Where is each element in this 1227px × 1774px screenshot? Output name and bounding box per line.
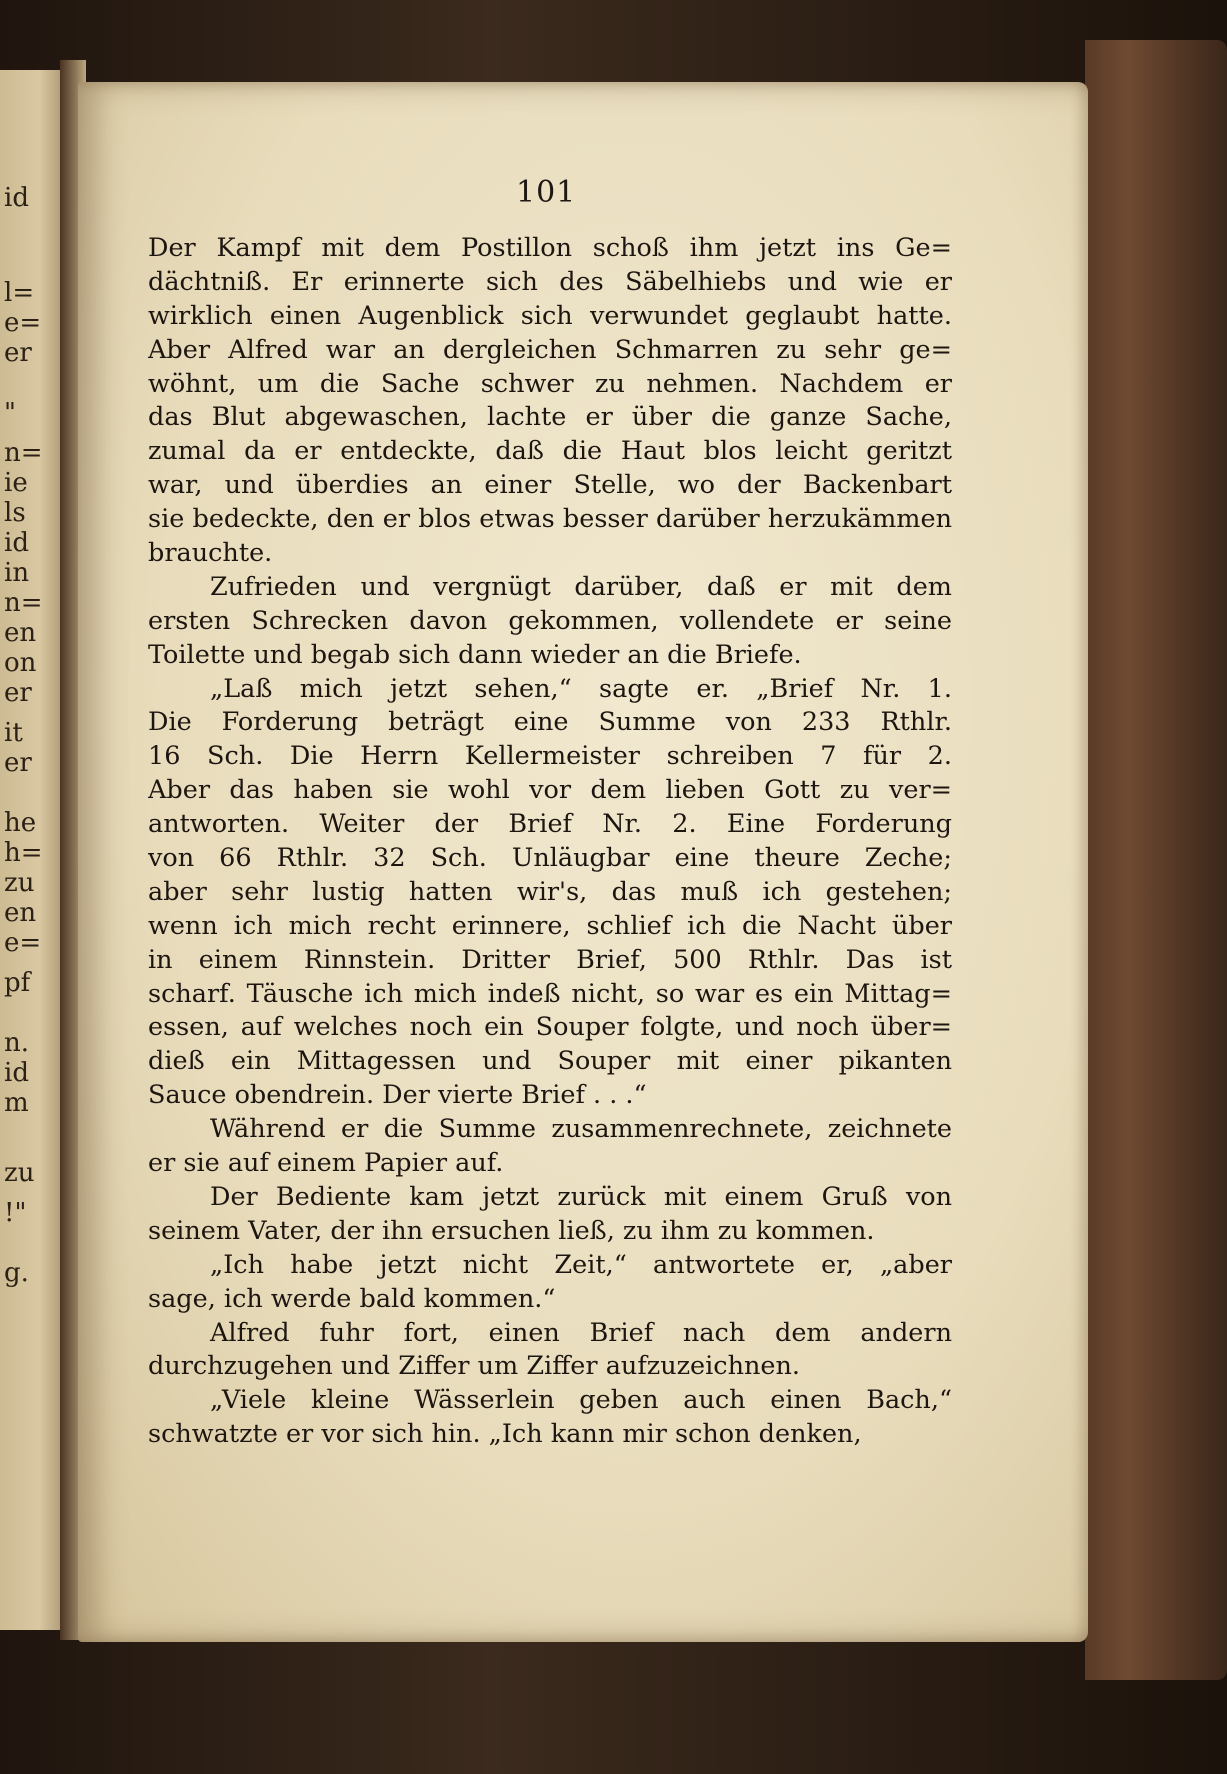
text-line: aber sehr lustig hatten wir's, das muß ich gestehen;: [148, 876, 952, 907]
text-line: von 66 Rthlr. 32 Sch. Unläugbar eine theure Zeche;: [148, 843, 952, 874]
left-page-fragment: g.: [4, 1258, 29, 1288]
text-line: er sie auf einem Papier auf.: [148, 1148, 504, 1179]
text-line: Der Kampf mit dem Postillon schoß ihm jetzt ins Ge=: [148, 233, 952, 263]
text-line: wöhnt, um die Sache schwer zu nehmen. Nachdem er: [148, 368, 952, 399]
text-line: ersten Schrecken davon gekommen, vollendete er seine: [148, 605, 952, 636]
left-page-fragment: zu: [4, 868, 35, 898]
left-page-fragment: er: [4, 338, 32, 368]
text-line: durchzugehen und Ziffer um Ziffer aufzuzeichnen.: [148, 1351, 801, 1382]
text-line: Aber Alfred war an dergleichen Schmarren zu sehr ge=: [148, 334, 952, 365]
text-line: Sauce obendrein. Der vierte Brief . . .“: [148, 1080, 647, 1111]
left-page-fragment: en: [4, 898, 37, 928]
text-line: seinem Vater, der ihn ersuchen ließ, zu ihm zu kommen.: [148, 1215, 875, 1246]
text-line: dieß ein Mittagessen und Souper mit einer pikanten: [148, 1046, 952, 1077]
left-page-fragment: l=: [4, 278, 35, 308]
text-line: „Viele kleine Wässerlein geben auch einen Bach,“: [210, 1385, 952, 1416]
left-page-fragment: id: [4, 1058, 29, 1088]
left-page-fragment: !": [4, 1198, 27, 1228]
text-line: schwatzte er vor sich hin. „Ich kann mir schon denken,: [148, 1419, 862, 1450]
left-page-fragment: en: [4, 618, 37, 648]
left-page-fragment: pf: [4, 968, 31, 998]
text-line: dächtniß. Er erinnerte sich des Säbelhiebs und wie er: [148, 266, 952, 297]
left-page-fragment: m: [4, 1088, 29, 1118]
left-page-fragment: n=: [4, 438, 43, 468]
left-page-fragment: zu: [4, 1158, 35, 1188]
left-page-fragment: it: [4, 718, 23, 748]
left-page-fragment: ": [4, 398, 16, 428]
text-line: war, und überdies an einer Stelle, wo der Backenbart: [148, 470, 952, 501]
text-line: „Ich habe jetzt nicht Zeit,“ antwortete er, „aber: [210, 1249, 952, 1280]
text-line: in einem Rinnstein. Dritter Brief, 500 Rthlr. Das ist: [148, 944, 952, 975]
page-text: [148, 232, 952, 1452]
text-line: scharf. Täusche ich mich indeß nicht, so war es ein Mittag=: [148, 978, 952, 1009]
left-page-fragment: er: [4, 748, 32, 778]
text-line: zumal da er entdeckte, daß die Haut blos leicht geritzt: [148, 436, 952, 467]
left-page-fragment: n.: [4, 1028, 30, 1058]
left-page-fragment: he: [4, 808, 37, 838]
left-page-fragment: id: [4, 528, 29, 558]
left-page-fragment: ls: [4, 498, 26, 528]
text-line: sage, ich werde bald kommen.“: [148, 1283, 556, 1314]
text-line: Der Bediente kam jetzt zurück mit einem Gruß von: [210, 1181, 952, 1212]
left-page-edge: [0, 70, 66, 1630]
text-line: essen, auf welches noch ein Souper folgte, und noch über=: [148, 1012, 952, 1043]
left-page-fragment: e=: [4, 928, 42, 958]
left-page-fragment: er: [4, 678, 32, 708]
left-page-fragment: ie: [4, 468, 28, 498]
text-line: Alfred fuhr fort, einen Brief nach dem andern: [210, 1317, 952, 1348]
left-page-fragment: e=: [4, 308, 42, 338]
text-line: Zufrieden und vergnügt darüber, daß er mit dem: [210, 571, 952, 602]
left-page-fragment: id: [4, 183, 29, 213]
page-number: 101: [516, 175, 577, 210]
text-line: Während er die Summe zusammenrechnete, zeichnete: [210, 1114, 952, 1145]
left-page-fragment: n=: [4, 588, 43, 618]
text-line: Die Forderung beträgt eine Summe von 233 Rthlr.: [148, 707, 952, 738]
left-page-fragment: on: [4, 648, 37, 678]
text-line: „Laß mich jetzt sehen,“ sagte er. „Brief Nr. 1.: [210, 673, 952, 704]
text-line: Aber das haben sie wohl vor dem lieben Gott zu ver=: [148, 775, 952, 806]
text-line: antworten. Weiter der Brief Nr. 2. Eine Forderung: [148, 809, 952, 840]
text-line: 16 Sch. Die Herrn Kellermeister schreiben 7 für 2.: [148, 741, 952, 772]
book-cover-edge: [1085, 40, 1227, 1680]
text-line: wenn ich mich recht erinnere, schlief ich die Nacht über: [148, 910, 952, 941]
text-line: wirklich einen Augenblick sich verwundet geglaubt hatte.: [148, 300, 952, 331]
text-line: brauchte.: [148, 538, 273, 569]
left-page-fragment: h=: [4, 838, 43, 868]
text-line: Toilette und begab sich dann wieder an die Briefe.: [148, 639, 802, 670]
text-line: sie bedeckte, den er blos etwas besser darüber herzukämmen: [148, 504, 952, 535]
text-line: das Blut abgewaschen, lachte er über die ganze Sache,: [148, 402, 952, 433]
left-page-fragment: in: [4, 558, 30, 588]
